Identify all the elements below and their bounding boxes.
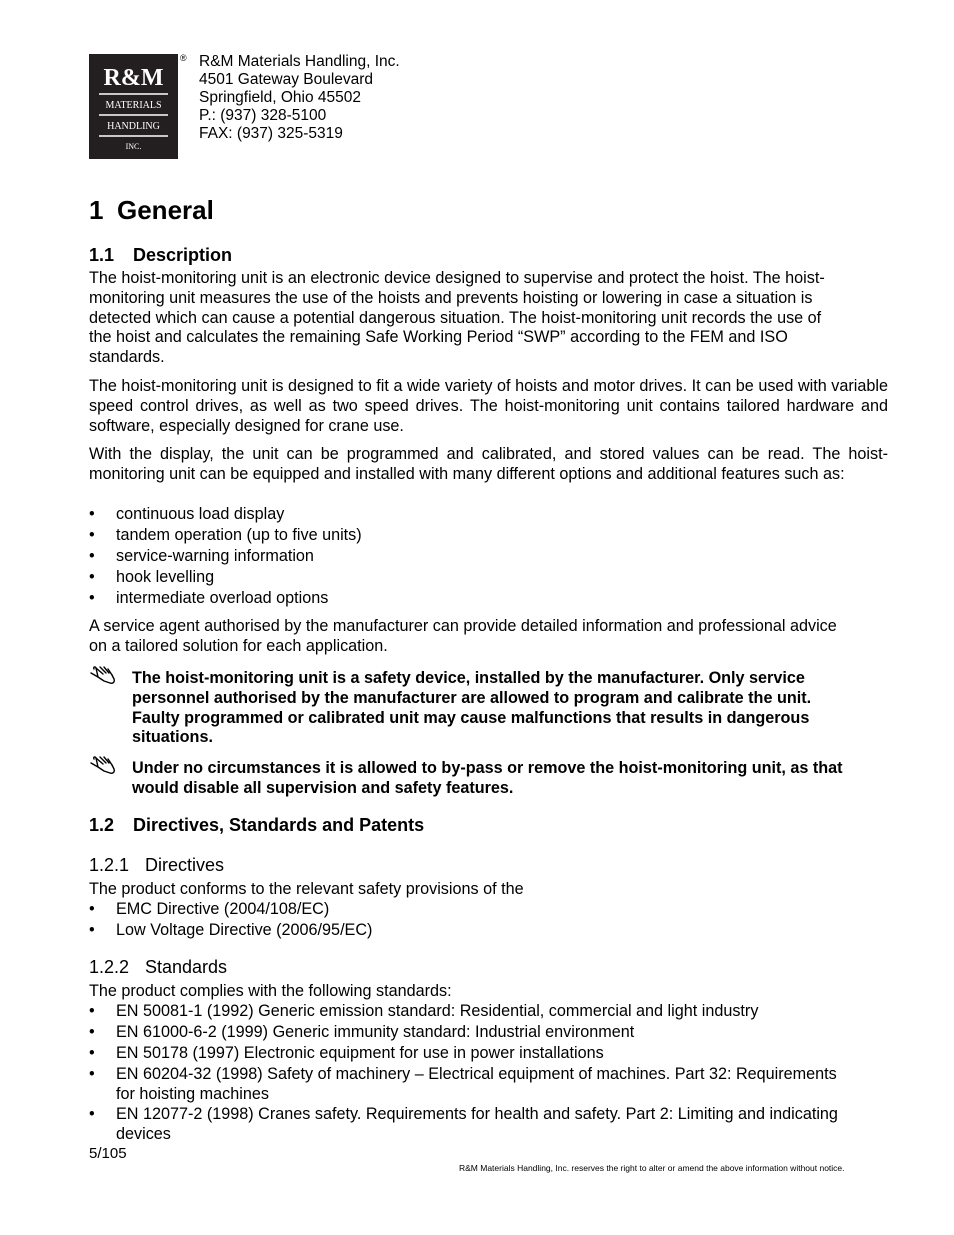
text-line: standards. [89, 348, 165, 367]
bullet: • [89, 921, 95, 939]
description-paragraph-4 [89, 617, 888, 657]
logo-text-handling: HANDLING [107, 121, 160, 132]
list-item-text [116, 1065, 888, 1105]
address-line: Springfield, Ohio 45502 [199, 89, 362, 106]
text-line: detected which can cause a potential dangerous situation. The hoist-monitoring unit records the use of [89, 308, 822, 327]
text-line: EN 12077-2 (1998) Cranes safety. Requirements for health and safety. Part 2: Limiting and indicating [116, 1105, 838, 1123]
subsection-heading [89, 245, 232, 266]
list-item-text: tandem operation (up to five units) [116, 526, 362, 544]
list-item-text: hook levelling [116, 568, 215, 586]
list-item [89, 900, 888, 920]
text-line: The hoist-monitoring unit is an electronic device designed to supervise and protect the hoist. The hoist- [89, 269, 825, 287]
registered-mark: ® [180, 53, 187, 63]
subsubsection-title: Standards [145, 957, 228, 977]
text-line: situations. [132, 728, 213, 747]
bullet: • [89, 505, 95, 523]
text-line: Under no circumstances it is allowed to by-pass or remove the hoist-monitoring unit, as that [132, 759, 843, 777]
list-item-text: EN 50178 (1997) Electronic equipment for use in power installations [116, 1044, 604, 1062]
bullet: • [89, 1044, 95, 1062]
safety-note-1 [132, 669, 892, 748]
list-item [89, 568, 888, 588]
list-item [89, 1044, 888, 1064]
text-line: the hoist and calculates the remaining Safe Working Period “SWP” according to the FEM and ISO [89, 328, 788, 347]
logo-text-rm: R&M [103, 65, 164, 91]
text-line: would disable all supervision and safety features. [132, 778, 514, 797]
subsection-heading [89, 815, 424, 836]
subsubsection-heading [89, 855, 224, 876]
text-line: monitoring unit measures the use of the hoists and prevents hoisting or lowering in case a situation is [89, 288, 813, 307]
text-line: on a tailored solution for each application. [89, 636, 388, 655]
section-heading [89, 195, 214, 226]
text-line: for hoisting machines [116, 1084, 269, 1103]
list-item [89, 1105, 888, 1143]
directives-intro: The product conforms to the relevant safety provisions of the [89, 880, 524, 898]
list-item-text: EN 61000-6-2 (1999) Generic immunity standard: Industrial environment [116, 1023, 635, 1041]
text-line: personnel authorised by the manufacturer are allowed to program and calibrate the unit. [132, 688, 812, 707]
safety-note-2 [132, 759, 892, 799]
text-line: EN 60204-32 (1998) Safety of machinery – Electrical equipment of machines. Part 32: Requirements [116, 1065, 837, 1083]
bullet: • [89, 589, 95, 607]
description-paragraph-2: The hoist-monitoring unit is designed to fit a wide variety of hoists and motor drives. It can be used with variable speed control drives, as well as two speed drives. The hoist-monitoring unit contains tailored hardware and software, especially designed for crane use. [89, 377, 888, 435]
address-line: P.: (937) 328-5100 [199, 107, 327, 124]
section-title: General [117, 195, 214, 225]
subsection-title: Directives, Standards and Patents [133, 815, 425, 835]
bullet: • [89, 1023, 95, 1041]
pointing-hand-icon [88, 664, 118, 690]
pointing-hand-icon [88, 754, 118, 780]
list-item [89, 526, 888, 546]
text-line: A service agent authorised by the manufacturer can provide detailed information and professional advice [89, 617, 837, 635]
list-item [89, 1065, 888, 1103]
subsubsection-heading [89, 957, 227, 978]
list-item-text: continuous load display [116, 505, 285, 523]
list-item-text [116, 1105, 888, 1145]
list-item [89, 1023, 888, 1043]
text-line: Faulty programmed or calibrated unit may cause malfunctions that results in dangerous [132, 708, 810, 727]
list-item-text: EMC Directive (2004/108/EC) [116, 900, 330, 918]
subsection-title: Description [133, 245, 233, 265]
bullet: • [89, 1105, 95, 1123]
section-number: 1 [89, 195, 104, 225]
list-item-text: EN 50081-1 (1992) Generic emission standard: Residential, commercial and light industry [116, 1002, 759, 1020]
text-line: devices [116, 1124, 171, 1143]
list-item [89, 1002, 888, 1022]
standards-intro: The product complies with the following standards: [89, 982, 452, 1000]
subsection-number: 1.2 [89, 815, 115, 835]
address-line: R&M Materials Handling, Inc. [199, 53, 400, 70]
bullet: • [89, 900, 95, 918]
list-item-text: Low Voltage Directive (2006/95/EC) [116, 921, 373, 939]
company-logo [89, 54, 178, 159]
list-item [89, 921, 888, 941]
subsubsection-number: 1.2.1 [89, 855, 130, 875]
description-paragraph-1 [89, 269, 888, 368]
list-item [89, 589, 888, 609]
bullet: • [89, 1002, 95, 1020]
subsection-number: 1.1 [89, 245, 115, 265]
text-line: The hoist-monitoring unit is a safety device, installed by the manufacturer. Only service [132, 669, 805, 687]
logo-text-materials: MATERIALS [105, 100, 162, 111]
company-address [199, 53, 400, 143]
list-item [89, 505, 888, 525]
bullet: • [89, 1065, 95, 1083]
page-number: 5/105 [89, 1145, 127, 1162]
address-line: FAX: (937) 325-5319 [199, 125, 343, 142]
address-line: 4501 Gateway Boulevard [199, 71, 374, 88]
logo-text-inc: INC. [125, 142, 142, 151]
list-item [89, 547, 888, 567]
subsubsection-number: 1.2.2 [89, 957, 130, 977]
list-item-text: intermediate overload options [116, 589, 329, 607]
bullet: • [89, 547, 95, 565]
description-paragraph-3: With the display, the unit can be programmed and calibrated, and stored values can be read. The hoist-monitoring unit can be equipped and installed with many different options and additional features such as: [89, 445, 888, 483]
bullet: • [89, 526, 95, 544]
bullet: • [89, 568, 95, 586]
subsubsection-title: Directives [145, 855, 225, 875]
footer-disclaimer: R&M Materials Handling, Inc. reserves the right to alter or amend the above information without notice. [459, 1163, 845, 1173]
list-item-text: service-warning information [116, 547, 314, 565]
